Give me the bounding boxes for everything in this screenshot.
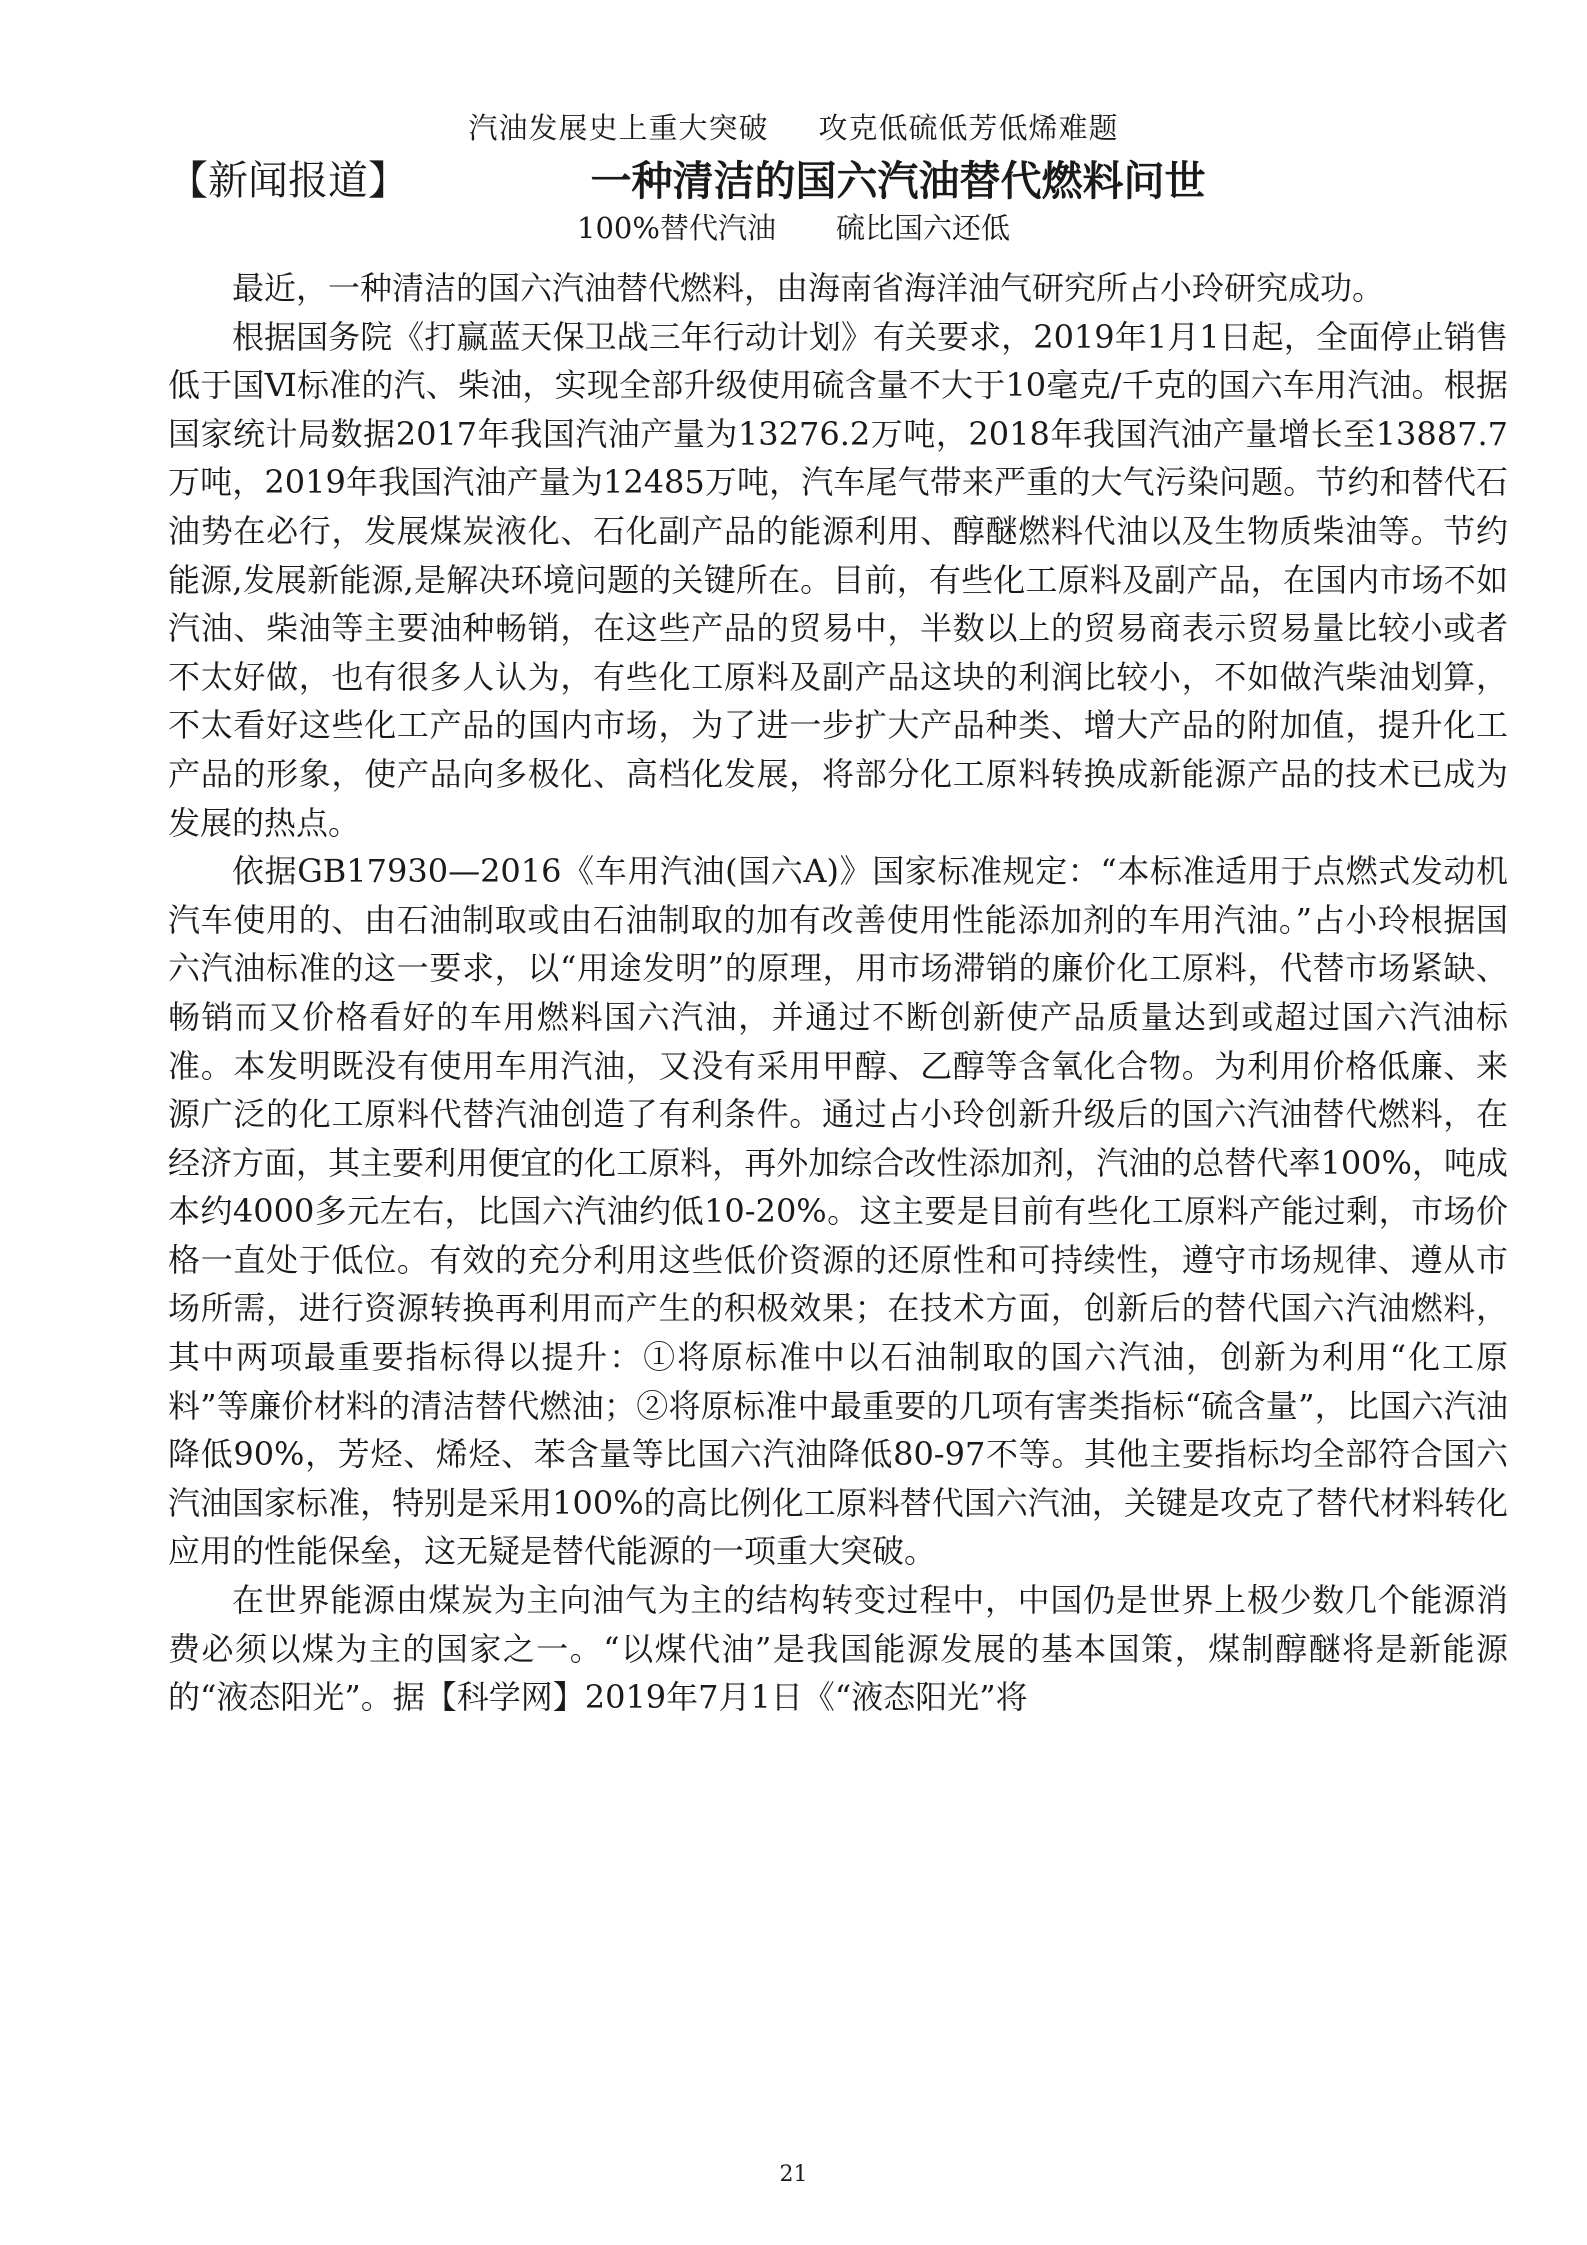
supertitle: [0, 108, 1587, 148]
paragraph: 在世界能源由煤炭为主向油气为主的结构转变过程中，中国仍是世界上极少数几个能源消费必须以煤为主的国家之一。“以煤代油”是我国能源发展的基本国策，煤制醇醚将是新能源的“液态阳光”。据【科学网】2019年7月1日《“液态阳光”将: [168, 1581, 1508, 1717]
article-body: [168, 264, 1508, 1722]
section-tag: 【新闻报道】: [168, 158, 408, 204]
paragraph: 依据GB17930—2016《车用汽油(国六A)》国家标准规定：“本标准适用于点燃式发动机汽车使用的、由石油制取或由石油制取的加有改善使用性能添加剂的车用汽油。”占小玲根据国六汽油标准的这一要求，以“用途发明”的原理，用市场滞销的廉价化工原料，代替市场紧缺、畅销而又价格看好的车用燃料国六汽油，并通过不断创新使产品质量达到或超过国六汽油标准。本发明既没有使用车用汽油，又没有采用甲醇、乙醇等含氧化合物。为利用价格低廉、来源广泛的化工原料代替汽油创造了有利条件。通过占小玲创新升级后的国六汽油替代燃料，在经济方面，其主要利用便宜的化工原料，再外加综合改性添加剂，汽油的总替代率100%，吨成本约4000多元左右，比国六汽油约低10-20%。这主要是目前有些化工原料产能过剩，市场价格一直处于低位。有效的充分利用这些低价资源的还原性和可持续性，遵守市场规律、遵从市场所需，进行资源转换再利用而产生的积极效果；在技术方面，创新后的替代国六汽油燃料，其中两项最重要指标得以提升：①将原标准中以石油制取的国六汽油，创新为利用“化工原料”等廉价材料的清洁替代燃油；②将原标准中最重要的几项有害类指标“硫含量”，比国六汽油降低90%，芳烃、烯烃、苯含量等比国六汽油降低80-97不等。其他主要指标均全部符合国六汽油国家标准，特别是采用100%的高比例化工原料替代国六汽油，关键是攻克了替代材料转化应用的性能保垒，这无疑是替代能源的一项重大突破。: [168, 852, 1508, 1571]
headline: 一种清洁的国六汽油替代燃料问世: [590, 157, 1206, 205]
subtitle-left: 100%替代汽油: [577, 211, 776, 245]
subtitle-right: 硫比国六还低: [835, 211, 1010, 245]
subtitle: [0, 208, 1587, 248]
paragraph: 根据国务院《打赢蓝天保卫战三年行动计划》有关要求，2019年1月1日起，全面停止销售低于国Ⅵ标准的汽、柴油，实现全部升级使用硫含量不大于10毫克/千克的国六车用汽油。根据国家统计局数据2017年我国汽油产量为13276.2万吨，2018年我国汽油产量增长至13887.7万吨，2019年我国汽油产量为12485万吨，汽车尾气带来严重的大气污染问题。节约和替代石油势在必行，发展煤炭液化、石化副产品的能源利用、醇醚燃料代油以及生物质柴油等。节约能源,发展新能源,是解决环境问题的关键所在。目前，有些化工原料及副产品，在国内市场不如汽油、柴油等主要油种畅销，在这些产品的贸易中，半数以上的贸易商表示贸易量比较小或者不太好做，也有很多人认为，有些化工原料及副产品这块的利润比较小，不如做汽柴油划算，不太看好这些化工产品的国内市场，为了进一步扩大产品种类、增大产品的附加值，提升化工产品的形象，使产品向多极化、高档化发展，将部分化工原料转换成新能源产品的技术已成为发展的热点。: [168, 317, 1508, 842]
page-number: 21: [779, 2162, 808, 2187]
paragraph: 最近，一种清洁的国六汽油替代燃料，由海南省海洋油气研究所占小玲研究成功。: [232, 269, 1385, 307]
supertitle-left: 汽油发展史上重大突破: [468, 111, 769, 145]
supertitle-right: 攻克低硫低芳低烯难题: [818, 111, 1119, 145]
header-row: [168, 153, 1508, 209]
